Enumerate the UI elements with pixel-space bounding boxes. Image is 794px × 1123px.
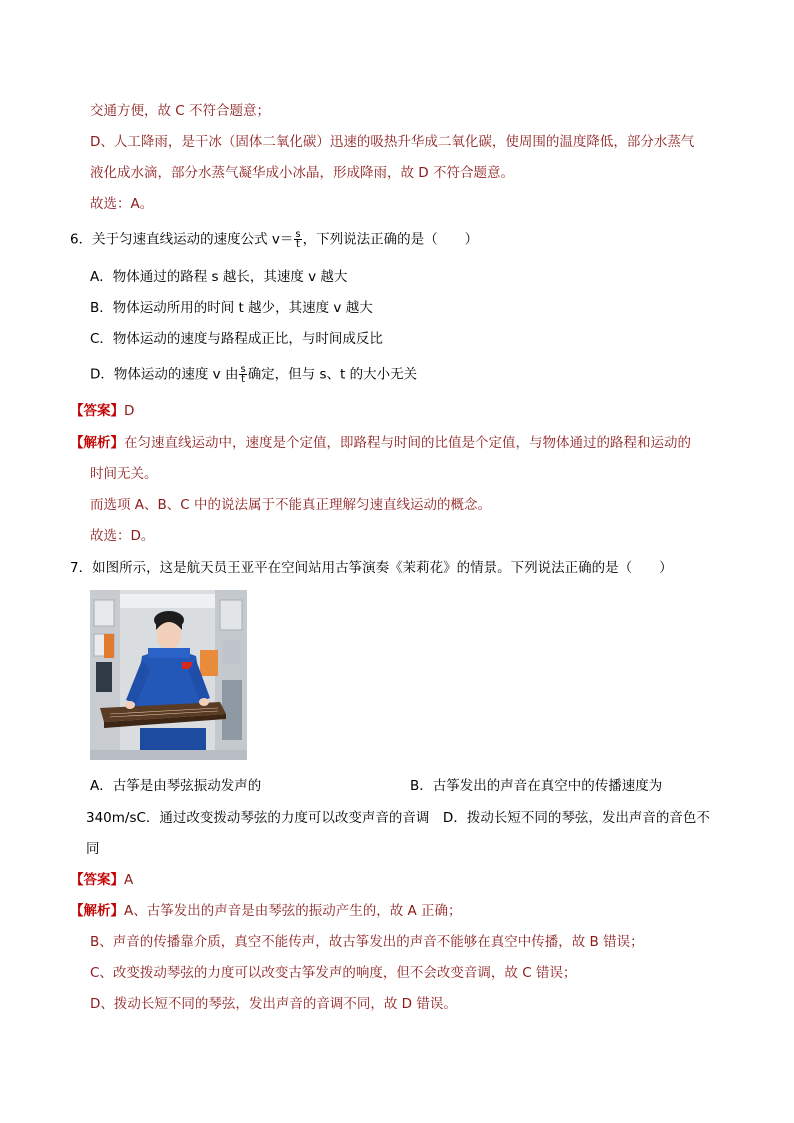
q7-option-a: A．古筝是由琴弦振动发声的 — [90, 778, 262, 794]
prev-answer-line-2: D、人工降雨，是干冰（固体二氧化碳）迅速的吸热升华成二氧化碳，使周围的温度降低，部分水蒸气 — [90, 134, 695, 150]
fraction-denominator: t — [296, 239, 300, 250]
fraction-numerator: s — [240, 364, 246, 375]
answer-tag: 【答案】 — [70, 403, 124, 419]
q6-option-a: A．物体通过的路程 s 越长，其速度 v 越大 — [90, 269, 348, 285]
q6-analysis-line-3: 而选项 A、B、C 中的说法属于不能真正理解匀速直线运动的概念。 — [90, 497, 492, 513]
fraction-denominator: t — [241, 374, 246, 385]
q6-analysis-line-1 — [70, 434, 691, 452]
answer-value: D — [124, 403, 135, 419]
astronaut-guzheng-photo — [90, 590, 247, 760]
q7-analysis-line-3: C、改变拨动琴弦的力度可以改变古筝发声的响度，但不会改变音调，故 C 错误； — [90, 965, 577, 981]
q7-analysis-line-2: B、声音的传播靠介质，真空不能传声，故古筝发出的声音不能够在真空中传播，故 B 错误； — [90, 934, 644, 950]
q7-answer — [70, 871, 133, 889]
q7-options-line-3: 同 — [86, 841, 100, 857]
q6-stem-post: ，下列说法正确的是（ ） — [302, 231, 479, 248]
q6-stem-pre: 6．关于匀速直线运动的速度公式 v＝ — [70, 231, 294, 248]
analysis-tag: 【解析】 — [70, 435, 124, 451]
q6-analysis-line-2: 时间无关。 — [90, 466, 158, 482]
q7-analysis-line-1 — [70, 902, 462, 920]
analysis-text: 在匀速直线运动中，速度是个定值，即路程与时间的比值是个定值，与物体通过的路程和运动的 — [124, 435, 691, 451]
answer-tag: 【答案】 — [70, 872, 124, 888]
q6-option-d — [90, 365, 417, 384]
fraction-numerator: s — [295, 229, 301, 240]
q6-answer — [70, 402, 134, 420]
q7-option-b: B．古筝发出的声音在真空中的传播速度为 — [410, 778, 663, 794]
q7-stem: 7．如图所示，这是航天员王亚平在空间站用古筝演奏《茉莉花》的情景。下列说法正确的是（ ） — [70, 560, 673, 576]
q6-option-d-post: 确定，但与 s、t 的大小无关 — [247, 366, 418, 383]
q7-options-line-2: 340m/sC．通过改变拨动琴弦的力度可以改变声音的音调 D．拨动长短不同的琴弦，发出声音的音色不 — [86, 810, 710, 826]
prev-answer-line-1: 交通方便，故 C 不符合题意； — [90, 103, 271, 119]
q6-analysis-line-4: 故选：D。 — [90, 528, 155, 544]
prev-answer-line-3: 液化成水滴，部分水蒸气凝华成小冰晶，形成降雨，故 D 不符合题意。 — [90, 165, 514, 181]
q6-stem — [70, 230, 478, 249]
prev-answer-line-4: 故选：A。 — [90, 196, 154, 212]
q6-formula-fraction — [294, 230, 301, 249]
answer-value: A — [124, 872, 134, 888]
analysis-tag: 【解析】 — [70, 903, 124, 919]
analysis-text: A、古筝发出的声音是由琴弦的振动产生的，故 A 正确； — [124, 903, 462, 919]
q6-option-d-pre: D．物体运动的速度 v 由 — [90, 366, 239, 383]
q6-option-b: B．物体运动所用的时间 t 越少，其速度 v 越大 — [90, 300, 373, 316]
q6-option-c: C．物体运动的速度与路程成正比，与时间成反比 — [90, 331, 383, 347]
q7-analysis-line-4: D、拨动长短不同的琴弦，发出声音的音调不同，故 D 错误。 — [90, 996, 457, 1012]
q6-option-d-fraction — [239, 365, 246, 384]
